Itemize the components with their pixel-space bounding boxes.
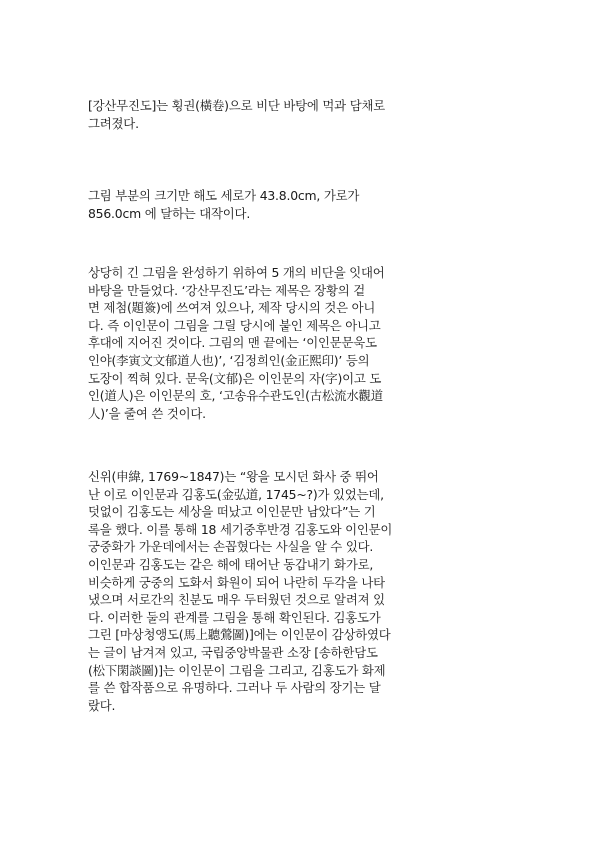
paragraph-title-history — [88, 264, 508, 422]
text-line: 바탕을 만들었다. ‘강산무진도’라는 제목은 장황의 겉 — [88, 282, 366, 298]
paragraph-artists-relationship — [88, 468, 508, 714]
text-line: 랐다. — [88, 697, 116, 713]
text-line: 도장이 찍혀 있다. 문욱(文郁)은 이인문의 자(字)이고 도 — [88, 370, 382, 386]
text-line: 다. 이러한 둘의 관계를 그림을 통해 확인된다. 김홍도가 — [88, 609, 381, 625]
paragraph-intro — [88, 97, 508, 132]
text-line: 난 이로 이인문과 김홍도(金弘道, 1745~?)가 있었는데, — [88, 486, 384, 502]
text-line: 는 글이 남겨져 있고, 국립중앙박물관 소장 [송하한담도 — [88, 644, 378, 660]
text-line: 록을 했다. 이를 통해 18 세기중후반경 김홍도와 이인문이 — [88, 521, 393, 537]
text-line: 다. 즉 이인문이 그림을 그릴 당시에 붙인 제목은 아니고 — [88, 317, 381, 333]
text-line: (松下閑談圖)]는 이인문이 그림을 그리고, 김홍도가 화제 — [88, 662, 386, 678]
text-line: 를 쓴 합작품으로 유명하다. 그러나 두 사람의 장기는 달 — [88, 680, 381, 696]
text-line: 이인문과 김홍도는 같은 해에 태어난 동갑내기 화가로, — [88, 556, 374, 572]
text-line: 면 제첨(題簽)에 쓰여져 있으나, 제작 당시의 것은 아니 — [88, 300, 376, 316]
text-line: [강산무진도]는 횡권(橫卷)으로 비단 바탕에 먹과 담채로 — [88, 98, 385, 113]
text-line: 인(道人)은 이인문의 호, ‘고송유수관도인(古松流水觀道 — [88, 388, 383, 404]
text-line: 856.0cm 에 달하는 대작이다. — [88, 205, 251, 221]
text-line: 냈으며 서로간의 친분도 매우 두터웠던 것으로 알려져 있 — [88, 592, 385, 608]
text-line: 궁중화가 가운데에서는 손꼽혔다는 사실을 알 수 있다. — [88, 539, 374, 555]
text-line: 상당히 긴 그림을 완성하기 위하여 5 개의 비단을 잇대어 — [88, 265, 385, 280]
text-line: 그림 부분의 크기만 해도 세로가 43.8.0cm, 가로가 — [88, 188, 360, 203]
text-line: 후대에 지어진 것이다. 그림의 맨 끝에는 ‘이인문문욱도 — [88, 335, 377, 351]
text-line: 덧없이 김홍도는 세상을 떠났고 이인문만 남았다”는 기 — [88, 504, 376, 520]
text-line: 그린 [마상청앵도(馬上聽鶯圖)]에는 이인문이 감상하였다 — [88, 627, 391, 643]
text-line: 그려졌다. — [88, 115, 139, 131]
text-line: 人)’을 줄여 쓴 것이다. — [88, 405, 206, 421]
text-line: 비슷하게 궁중의 도화서 화원이 되어 나란히 두각을 나타 — [88, 574, 385, 590]
text-line: 신위(申緯, 1769~1847)는 “왕을 모시던 화사 중 뛰어 — [88, 469, 379, 484]
paragraph-dimensions — [88, 187, 508, 222]
text-line: 인야(李寅文文郁道人也)’, ‘김정희인(金正熙印)’ 등의 — [88, 352, 370, 368]
